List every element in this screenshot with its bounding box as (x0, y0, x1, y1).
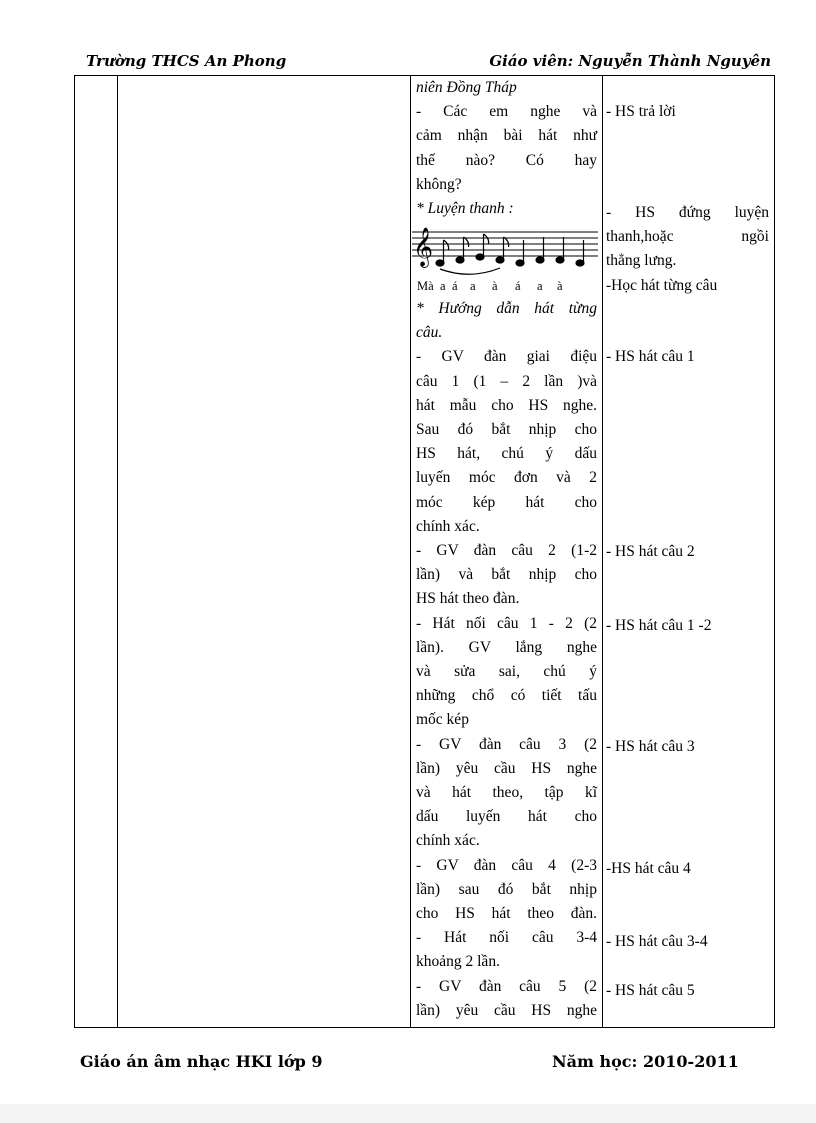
text-line: - GV đàn câu 3 (2 (416, 735, 597, 753)
student-line: - HS hát câu 1 (606, 348, 695, 365)
treble-clef-icon: 𝄞 (413, 227, 434, 267)
table-border-col-0 (74, 75, 75, 1028)
text-line: lần). GV lắng nghe (416, 638, 597, 656)
student-line: - HS hát câu 5 (606, 982, 695, 999)
text-line: lần) và bắt nhịp cho (416, 566, 597, 584)
text-line: mốc kép (416, 711, 469, 729)
text-line: dấu luyến hát cho (416, 808, 597, 826)
solfege-syllable: à (557, 279, 563, 293)
text-line: * Hướng dẫn hát từng (416, 300, 597, 317)
student-line: - HS hát câu 3-4 (606, 933, 708, 950)
solfege-syllable: a (470, 279, 476, 293)
text-line: và hát theo, tập kĩ (416, 784, 597, 802)
text-line: Sau đó bắt nhịp cho (416, 421, 597, 439)
teacher-activity-cell-top (416, 76, 597, 221)
text-line: câu. (416, 324, 443, 342)
solfege-row (417, 279, 599, 295)
text-line: không? (416, 175, 462, 193)
teacher-name: Giáo viên: Nguyễn Thành Nguyên (489, 52, 771, 70)
text-line: chính xác. (416, 517, 480, 535)
student-line: - HS trả lời (606, 103, 676, 120)
text-line: cho HS hát theo đàn. (416, 905, 597, 923)
text-line: lần) yêu cầu HS nghe (416, 1001, 597, 1019)
student-line: - HS hát câu 2 (606, 543, 695, 560)
text-line: HS hát theo đàn. (416, 590, 520, 608)
solfege-syllable: a (440, 279, 446, 293)
solfege-syllable: a (537, 279, 543, 293)
school-name: Trường THCS An Phong (86, 52, 287, 70)
text-line: cảm nhận bài hát như (416, 127, 597, 145)
text-line: hát mẫu cho HS nghe. (416, 396, 597, 414)
text-line: - GV đàn câu 2 (1-2 (416, 542, 597, 560)
slur (440, 268, 500, 274)
text-line: - HS đứng luyện (606, 204, 769, 221)
text-line: - Hát nối câu 3-4 (416, 929, 597, 947)
footer-lesson-title: Giáo án âm nhạc HKI lớp 9 (80, 1052, 323, 1071)
text-line: và sửa sai, chú ý (416, 663, 597, 681)
text-line: lần) sau đó bắt nhịp (416, 880, 597, 898)
table-border-col-4 (774, 75, 775, 1028)
table-border-col-3 (602, 75, 603, 1028)
student-activity-warmup (606, 201, 769, 298)
teacher-activity-cell-bottom (416, 297, 597, 1023)
text-line: thẳng lưng. (606, 252, 677, 270)
text-line: * Luyện thanh : (416, 200, 514, 218)
text-line: - GV đàn giai điệu (416, 348, 597, 366)
solfege-syllable: á (515, 279, 521, 293)
text-line: - GV đàn câu 4 (2-3 (416, 856, 597, 874)
table-border-col-2 (410, 75, 411, 1028)
text-line: HS hát, chú ý dấu (416, 445, 597, 463)
text-line: câu 1 (1 – 2 lần )và (416, 372, 597, 390)
text-line: những chổ có tiết tấu (416, 687, 597, 705)
text-line: thanh,hoặc ngồi (606, 228, 769, 246)
page-bottom-shade (0, 1104, 816, 1123)
text-line: - Các em nghe và (416, 103, 597, 121)
text-line: móc kép hát cho (416, 493, 597, 511)
text-line: chính xác. (416, 832, 480, 850)
student-line: - HS hát câu 3 (606, 738, 695, 755)
text-line: luyến móc đơn và 2 (416, 469, 597, 487)
table-border-col-1 (117, 75, 118, 1028)
solfege-syllable: á (452, 279, 458, 293)
solfege-syllable: Mà (417, 279, 434, 293)
text-line: - Hát nối câu 1 - 2 (2 (416, 614, 597, 632)
page-header (86, 52, 771, 72)
student-line: - HS hát câu 1 -2 (606, 617, 712, 634)
text-line: - GV đàn câu 5 (2 (416, 977, 597, 995)
student-line: -HS hát câu 4 (606, 860, 691, 877)
footer-school-year: Năm học: 2010-2011 (552, 1052, 739, 1071)
text-line: -Học hát từng câu (606, 276, 718, 294)
music-staff (412, 222, 598, 280)
text-line: khoảng 2 lần. (416, 953, 500, 971)
solfege-syllable: à (492, 279, 498, 293)
text-line: lần) yêu cầu HS nghe (416, 759, 597, 777)
text-line: thế nào? Có hay (416, 151, 597, 169)
table-bottom-border (74, 1027, 775, 1028)
text-line: niên Đồng Tháp (416, 79, 517, 96)
